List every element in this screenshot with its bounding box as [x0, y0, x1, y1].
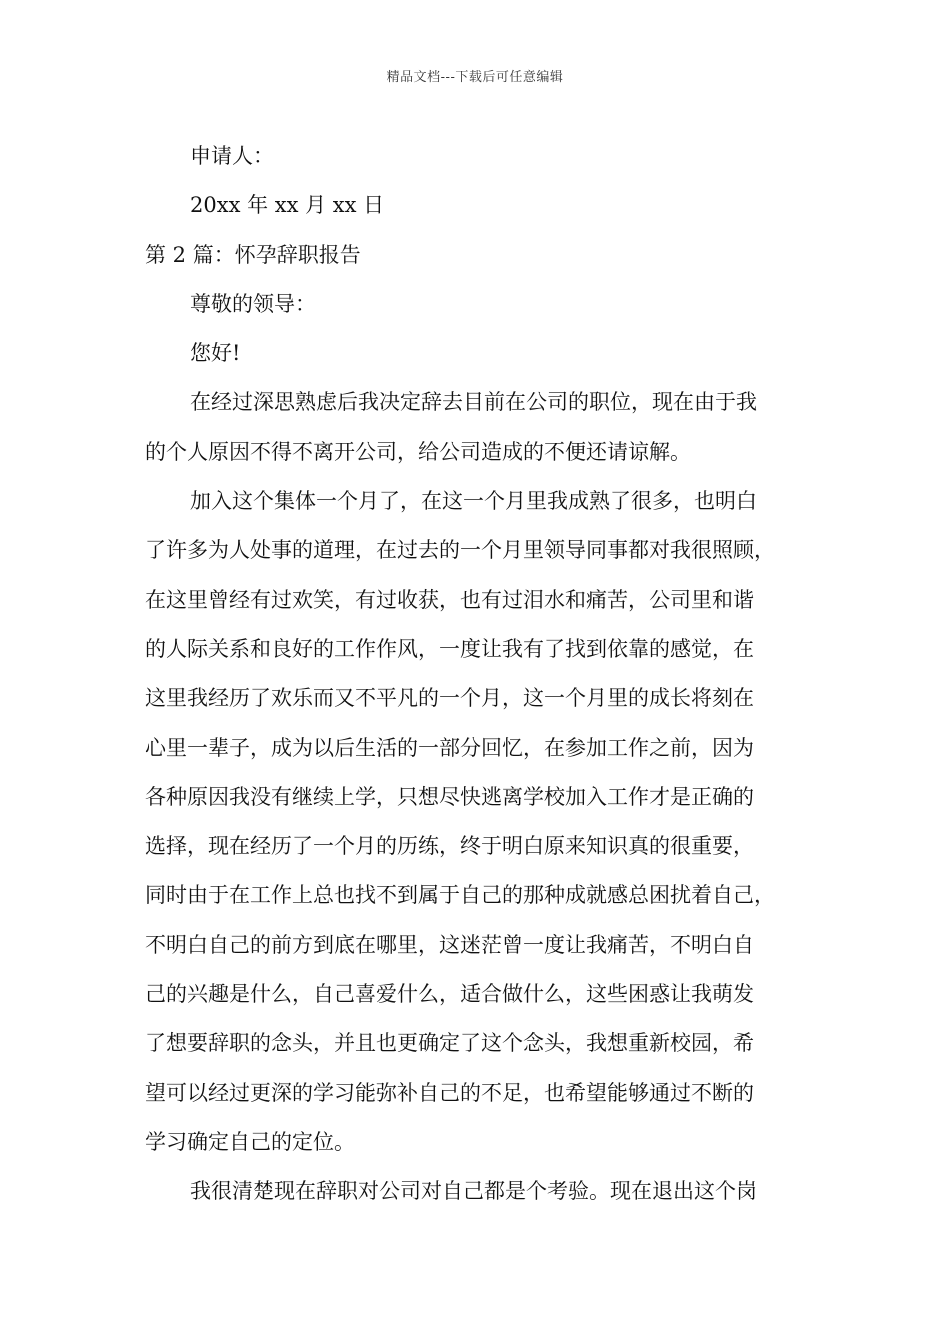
applicant-label: 申请人： — [190, 144, 274, 168]
paragraph-line: 同时由于在工作上总也找不到属于自己的那种成就感总困扰着自己， — [145, 883, 775, 908]
paragraph-line: 加入这个集体一个月了，在这一个月里我成熟了很多，也明白 — [190, 489, 757, 514]
paragraph-2 — [145, 477, 810, 1167]
greeting: 您好! — [190, 341, 241, 366]
paragraph-line: 的个人原因不得不离开公司，给公司造成的不便还请谅解。 — [145, 439, 691, 464]
document-body — [145, 132, 810, 1217]
paragraph-3 — [145, 1167, 810, 1216]
paragraph-line: 选择，现在经历了一个月的历练，终于明白原来知识真的很重要， — [145, 834, 754, 859]
paragraph-line: 在这里曾经有过欢笑，有过收获，也有过泪水和痛苦，公司里和谐 — [145, 587, 754, 612]
paragraph-line: 在经过深思熟虑后我决定辞去目前在公司的职位，现在由于我 — [190, 390, 757, 415]
paragraph-line: 心里一辈子，成为以后生活的一部分回忆，在参加工作之前，因为 — [145, 735, 754, 760]
paragraph-line: 的人际关系和良好的工作作风，一度让我有了找到依靠的感觉，在 — [145, 636, 754, 661]
paragraph-line: 各种原因我没有继续上学，只想尽快逃离学校加入工作才是正确的 — [145, 784, 754, 809]
paragraph-line: 学习确定自己的定位。 — [145, 1129, 355, 1154]
paragraph-line: 望可以经过更深的学习能弥补自己的不足，也希望能够通过不断的 — [145, 1080, 754, 1105]
signature-date: 20xx 年 xx 月 xx 日 — [190, 193, 385, 218]
paragraph-line: 己的兴趣是什么，自己喜爱什么，适合做什么，这些困惑让我萌发 — [145, 982, 754, 1007]
paragraph-line: 我很清楚现在辞职对公司对自己都是个考验。现在退出这个岗 — [190, 1179, 757, 1204]
salutation: 尊敬的领导： — [190, 291, 316, 316]
header-note: 精品文档---下载后可任意编辑 — [386, 70, 564, 85]
paragraph-1 — [145, 378, 810, 477]
paragraph-line: 了想要辞职的念头，并且也更确定了这个念头，我想重新校园，希 — [145, 1031, 754, 1056]
paragraph-line: 不明白自己的前方到底在哪里，这迷茫曾一度让我痛苦，不明白自 — [145, 932, 754, 957]
paragraph-line: 了许多为人处事的道理，在过去的一个月里领导同事都对我很照顾， — [145, 538, 775, 563]
section-title: 第 2 篇：怀孕辞职报告 — [145, 242, 361, 267]
paragraph-line: 这里我经历了欢乐而又不平凡的一个月，这一个月里的成长将刻在 — [145, 686, 754, 711]
